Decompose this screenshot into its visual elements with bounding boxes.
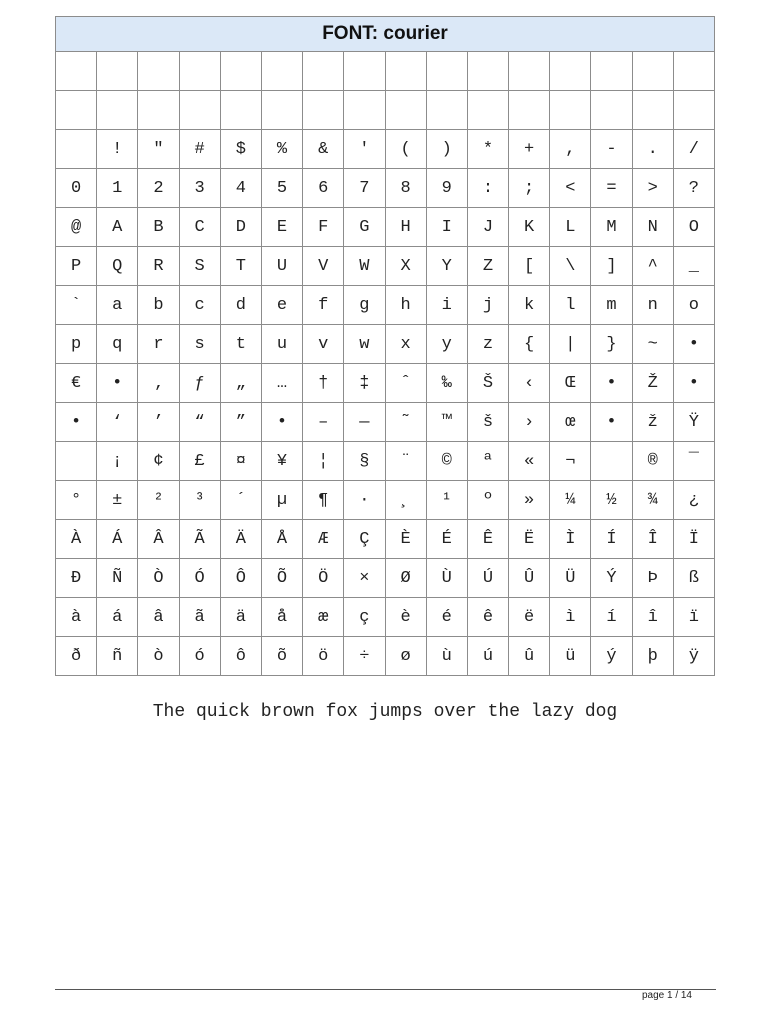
glyph-cell — [261, 52, 302, 91]
glyph-cell: É — [426, 520, 467, 559]
glyph-cell: Š — [467, 364, 508, 403]
glyph-cell — [179, 52, 220, 91]
glyph-cell: 7 — [344, 169, 385, 208]
glyph-cell: · — [344, 481, 385, 520]
glyph-cell: ï — [673, 598, 714, 637]
glyph-cell: Ø — [385, 559, 426, 598]
glyph-cell: ‰ — [426, 364, 467, 403]
glyph-cell: & — [303, 130, 344, 169]
glyph-cell: ÿ — [673, 637, 714, 676]
glyph-cell: • — [673, 325, 714, 364]
glyph-cell: € — [56, 364, 97, 403]
glyph-cell — [426, 91, 467, 130]
glyph-cell: = — [591, 169, 632, 208]
glyph-cell: × — [344, 559, 385, 598]
glyph-table — [55, 16, 715, 676]
glyph-cell: • — [56, 403, 97, 442]
glyph-cell: Z — [467, 247, 508, 286]
glyph-cell — [467, 91, 508, 130]
glyph-row — [56, 208, 715, 247]
glyph-cell: < — [550, 169, 591, 208]
glyph-grid — [56, 52, 715, 676]
glyph-cell: › — [509, 403, 550, 442]
glyph-cell: ¿ — [673, 481, 714, 520]
glyph-cell: Æ — [303, 520, 344, 559]
glyph-cell: ¢ — [138, 442, 179, 481]
glyph-cell — [97, 52, 138, 91]
glyph-cell: + — [509, 130, 550, 169]
glyph-cell — [303, 52, 344, 91]
glyph-cell: ¸ — [385, 481, 426, 520]
glyph-row — [56, 442, 715, 481]
glyph-cell: _ — [673, 247, 714, 286]
glyph-cell: Ÿ — [673, 403, 714, 442]
glyph-row — [56, 403, 715, 442]
glyph-cell: j — [467, 286, 508, 325]
glyph-cell: û — [509, 637, 550, 676]
glyph-cell: - — [591, 130, 632, 169]
glyph-cell — [56, 442, 97, 481]
glyph-cell: @ — [56, 208, 97, 247]
glyph-cell: z — [467, 325, 508, 364]
glyph-cell: ( — [385, 130, 426, 169]
glyph-cell: b — [138, 286, 179, 325]
glyph-cell: æ — [303, 598, 344, 637]
glyph-cell: ˆ — [385, 364, 426, 403]
glyph-cell: ˜ — [385, 403, 426, 442]
glyph-cell — [673, 52, 714, 91]
glyph-cell: N — [632, 208, 673, 247]
glyph-cell: £ — [179, 442, 220, 481]
glyph-cell — [591, 52, 632, 91]
glyph-cell: Œ — [550, 364, 591, 403]
glyph-cell: ‚ — [138, 364, 179, 403]
glyph-cell: • — [673, 364, 714, 403]
glyph-cell: C — [179, 208, 220, 247]
glyph-cell: U — [261, 247, 302, 286]
glyph-cell: Q — [97, 247, 138, 286]
glyph-cell: Û — [509, 559, 550, 598]
glyph-cell: q — [97, 325, 138, 364]
glyph-cell — [632, 91, 673, 130]
glyph-cell: P — [56, 247, 97, 286]
glyph-cell — [632, 52, 673, 91]
glyph-cell — [344, 52, 385, 91]
glyph-cell — [138, 91, 179, 130]
glyph-cell: Ì — [550, 520, 591, 559]
glyph-cell: Ñ — [97, 559, 138, 598]
glyph-cell: â — [138, 598, 179, 637]
glyph-cell: ” — [220, 403, 261, 442]
glyph-cell: g — [344, 286, 385, 325]
glyph-cell: ® — [632, 442, 673, 481]
glyph-cell: $ — [220, 130, 261, 169]
glyph-cell: Õ — [261, 559, 302, 598]
glyph-cell: Ö — [303, 559, 344, 598]
glyph-row — [56, 91, 715, 130]
glyph-cell: © — [426, 442, 467, 481]
glyph-row — [56, 325, 715, 364]
glyph-cell: ª — [467, 442, 508, 481]
glyph-cell: d — [220, 286, 261, 325]
glyph-cell: I — [426, 208, 467, 247]
glyph-cell: è — [385, 598, 426, 637]
glyph-cell: 8 — [385, 169, 426, 208]
glyph-row — [56, 286, 715, 325]
glyph-cell: ù — [426, 637, 467, 676]
glyph-cell: 4 — [220, 169, 261, 208]
glyph-cell: } — [591, 325, 632, 364]
glyph-cell — [179, 91, 220, 130]
glyph-cell: ` — [56, 286, 97, 325]
glyph-cell: º — [467, 481, 508, 520]
glyph-cell: ™ — [426, 403, 467, 442]
glyph-cell: ‡ — [344, 364, 385, 403]
glyph-cell — [673, 91, 714, 130]
glyph-cell: 5 — [261, 169, 302, 208]
glyph-cell: ý — [591, 637, 632, 676]
font-title: FONT: courier — [56, 17, 715, 52]
glyph-cell: [ — [509, 247, 550, 286]
glyph-cell — [467, 52, 508, 91]
glyph-cell: ) — [426, 130, 467, 169]
glyph-cell — [344, 91, 385, 130]
glyph-cell: 3 — [179, 169, 220, 208]
glyph-cell: o — [673, 286, 714, 325]
table-header-row — [56, 17, 715, 52]
glyph-cell: v — [303, 325, 344, 364]
glyph-cell: A — [97, 208, 138, 247]
glyph-cell: • — [591, 364, 632, 403]
glyph-cell: ° — [56, 481, 97, 520]
glyph-cell: , — [550, 130, 591, 169]
glyph-cell: V — [303, 247, 344, 286]
glyph-cell: „ — [220, 364, 261, 403]
glyph-cell: ' — [344, 130, 385, 169]
glyph-cell: ² — [138, 481, 179, 520]
glyph-cell: O — [673, 208, 714, 247]
glyph-row — [56, 130, 715, 169]
glyph-cell: ó — [179, 637, 220, 676]
glyph-row — [56, 559, 715, 598]
glyph-cell — [56, 91, 97, 130]
page-number: page 1 / 14 — [641, 990, 692, 1001]
glyph-cell: G — [344, 208, 385, 247]
glyph-row — [56, 247, 715, 286]
glyph-cell: ð — [56, 637, 97, 676]
glyph-cell: š — [467, 403, 508, 442]
glyph-cell: – — [303, 403, 344, 442]
glyph-cell: ž — [632, 403, 673, 442]
glyph-cell: E — [261, 208, 302, 247]
glyph-cell: ½ — [591, 481, 632, 520]
glyph-cell: X — [385, 247, 426, 286]
glyph-cell: Ô — [220, 559, 261, 598]
glyph-cell — [220, 52, 261, 91]
glyph-cell: l — [550, 286, 591, 325]
glyph-cell: ê — [467, 598, 508, 637]
pangram-sample: The quick brown fox jumps over the lazy dog — [152, 702, 618, 722]
glyph-cell: n — [632, 286, 673, 325]
glyph-cell — [591, 442, 632, 481]
glyph-cell: f — [303, 286, 344, 325]
glyph-cell: ÷ — [344, 637, 385, 676]
glyph-cell: * — [467, 130, 508, 169]
glyph-cell: ¡ — [97, 442, 138, 481]
glyph-cell: ¤ — [220, 442, 261, 481]
glyph-cell: Ù — [426, 559, 467, 598]
glyph-cell: • — [591, 403, 632, 442]
glyph-cell: À — [56, 520, 97, 559]
glyph-cell: T — [220, 247, 261, 286]
glyph-cell: B — [138, 208, 179, 247]
glyph-cell: ¯ — [673, 442, 714, 481]
glyph-cell: « — [509, 442, 550, 481]
glyph-cell: s — [179, 325, 220, 364]
glyph-cell: • — [261, 403, 302, 442]
glyph-cell: 9 — [426, 169, 467, 208]
glyph-cell — [550, 91, 591, 130]
glyph-cell: Î — [632, 520, 673, 559]
glyph-cell: D — [220, 208, 261, 247]
glyph-cell: ò — [138, 637, 179, 676]
glyph-row — [56, 481, 715, 520]
glyph-cell: ³ — [179, 481, 220, 520]
glyph-row — [56, 364, 715, 403]
glyph-cell — [56, 130, 97, 169]
glyph-cell: ß — [673, 559, 714, 598]
glyph-cell: ~ — [632, 325, 673, 364]
glyph-cell: Ü — [550, 559, 591, 598]
glyph-cell: ? — [673, 169, 714, 208]
glyph-cell: » — [509, 481, 550, 520]
glyph-cell: Ó — [179, 559, 220, 598]
glyph-cell: r — [138, 325, 179, 364]
glyph-cell: H — [385, 208, 426, 247]
glyph-cell: í — [591, 598, 632, 637]
glyph-cell: § — [344, 442, 385, 481]
glyph-cell: Â — [138, 520, 179, 559]
glyph-cell — [385, 91, 426, 130]
glyph-cell: á — [97, 598, 138, 637]
glyph-cell: w — [344, 325, 385, 364]
glyph-cell: S — [179, 247, 220, 286]
glyph-cell: µ — [261, 481, 302, 520]
glyph-cell: † — [303, 364, 344, 403]
glyph-cell — [550, 52, 591, 91]
glyph-cell: ì — [550, 598, 591, 637]
glyph-cell — [509, 52, 550, 91]
glyph-cell: ´ — [220, 481, 261, 520]
glyph-row — [56, 598, 715, 637]
glyph-cell: … — [261, 364, 302, 403]
glyph-cell: i — [426, 286, 467, 325]
glyph-cell: > — [632, 169, 673, 208]
glyph-cell: e — [261, 286, 302, 325]
glyph-cell — [261, 91, 302, 130]
glyph-cell: M — [591, 208, 632, 247]
glyph-cell: W — [344, 247, 385, 286]
glyph-cell: Ò — [138, 559, 179, 598]
glyph-cell — [591, 91, 632, 130]
glyph-cell: ^ — [632, 247, 673, 286]
glyph-cell: Ú — [467, 559, 508, 598]
glyph-cell: ; — [509, 169, 550, 208]
glyph-cell: Í — [591, 520, 632, 559]
glyph-cell: Ã — [179, 520, 220, 559]
glyph-cell: ç — [344, 598, 385, 637]
glyph-cell: ü — [550, 637, 591, 676]
glyph-cell: h — [385, 286, 426, 325]
glyph-row — [56, 52, 715, 91]
glyph-cell: J — [467, 208, 508, 247]
glyph-cell: ¥ — [261, 442, 302, 481]
glyph-cell: Å — [261, 520, 302, 559]
glyph-cell: m — [591, 286, 632, 325]
glyph-cell — [385, 52, 426, 91]
glyph-cell: — — [344, 403, 385, 442]
glyph-cell: Ý — [591, 559, 632, 598]
glyph-cell: Þ — [632, 559, 673, 598]
glyph-cell: ë — [509, 598, 550, 637]
glyph-cell: 6 — [303, 169, 344, 208]
glyph-cell: 0 — [56, 169, 97, 208]
glyph-cell — [56, 52, 97, 91]
glyph-cell: R — [138, 247, 179, 286]
glyph-cell: c — [179, 286, 220, 325]
glyph-cell: ] — [591, 247, 632, 286]
glyph-cell: F — [303, 208, 344, 247]
glyph-cell — [138, 52, 179, 91]
glyph-cell: { — [509, 325, 550, 364]
glyph-cell: k — [509, 286, 550, 325]
glyph-cell: È — [385, 520, 426, 559]
glyph-cell: é — [426, 598, 467, 637]
glyph-cell: ñ — [97, 637, 138, 676]
glyph-cell: • — [97, 364, 138, 403]
glyph-cell: ¼ — [550, 481, 591, 520]
glyph-cell: " — [138, 130, 179, 169]
glyph-cell: ¦ — [303, 442, 344, 481]
glyph-cell: y — [426, 325, 467, 364]
glyph-cell — [97, 91, 138, 130]
glyph-cell: Ï — [673, 520, 714, 559]
glyph-cell: ø — [385, 637, 426, 676]
glyph-cell: Ð — [56, 559, 97, 598]
glyph-cell: u — [261, 325, 302, 364]
glyph-cell: Ë — [509, 520, 550, 559]
glyph-cell: ú — [467, 637, 508, 676]
glyph-cell: ö — [303, 637, 344, 676]
glyph-cell: ¶ — [303, 481, 344, 520]
glyph-cell: Ç — [344, 520, 385, 559]
glyph-cell: | — [550, 325, 591, 364]
glyph-cell: \ — [550, 247, 591, 286]
glyph-cell: x — [385, 325, 426, 364]
glyph-cell: K — [509, 208, 550, 247]
glyph-row — [56, 520, 715, 559]
glyph-cell: å — [261, 598, 302, 637]
glyph-cell — [303, 91, 344, 130]
glyph-cell: ! — [97, 130, 138, 169]
glyph-cell: ƒ — [179, 364, 220, 403]
glyph-cell: 1 — [97, 169, 138, 208]
glyph-cell: ‘ — [97, 403, 138, 442]
glyph-row — [56, 637, 715, 676]
glyph-cell: à — [56, 598, 97, 637]
glyph-cell: ã — [179, 598, 220, 637]
glyph-cell: % — [261, 130, 302, 169]
glyph-cell — [220, 91, 261, 130]
glyph-cell: . — [632, 130, 673, 169]
glyph-cell: Á — [97, 520, 138, 559]
glyph-cell: ± — [97, 481, 138, 520]
glyph-cell: L — [550, 208, 591, 247]
glyph-cell: ¾ — [632, 481, 673, 520]
glyph-cell: p — [56, 325, 97, 364]
glyph-cell — [426, 52, 467, 91]
glyph-cell: : — [467, 169, 508, 208]
glyph-cell: ¹ — [426, 481, 467, 520]
glyph-cell: Ê — [467, 520, 508, 559]
glyph-cell: õ — [261, 637, 302, 676]
glyph-row — [56, 169, 715, 208]
glyph-cell: a — [97, 286, 138, 325]
glyph-cell: ¨ — [385, 442, 426, 481]
glyph-cell: Ž — [632, 364, 673, 403]
glyph-cell: ô — [220, 637, 261, 676]
glyph-cell: ¬ — [550, 442, 591, 481]
glyph-cell: ä — [220, 598, 261, 637]
glyph-cell: “ — [179, 403, 220, 442]
glyph-cell: î — [632, 598, 673, 637]
footer-divider — [55, 989, 716, 990]
glyph-cell: ‹ — [509, 364, 550, 403]
glyph-cell — [509, 91, 550, 130]
glyph-cell: œ — [550, 403, 591, 442]
glyph-cell: Ä — [220, 520, 261, 559]
glyph-cell: t — [220, 325, 261, 364]
glyph-cell: ’ — [138, 403, 179, 442]
glyph-cell: Y — [426, 247, 467, 286]
glyph-cell: # — [179, 130, 220, 169]
glyph-cell: 2 — [138, 169, 179, 208]
glyph-cell: / — [673, 130, 714, 169]
glyph-cell: þ — [632, 637, 673, 676]
